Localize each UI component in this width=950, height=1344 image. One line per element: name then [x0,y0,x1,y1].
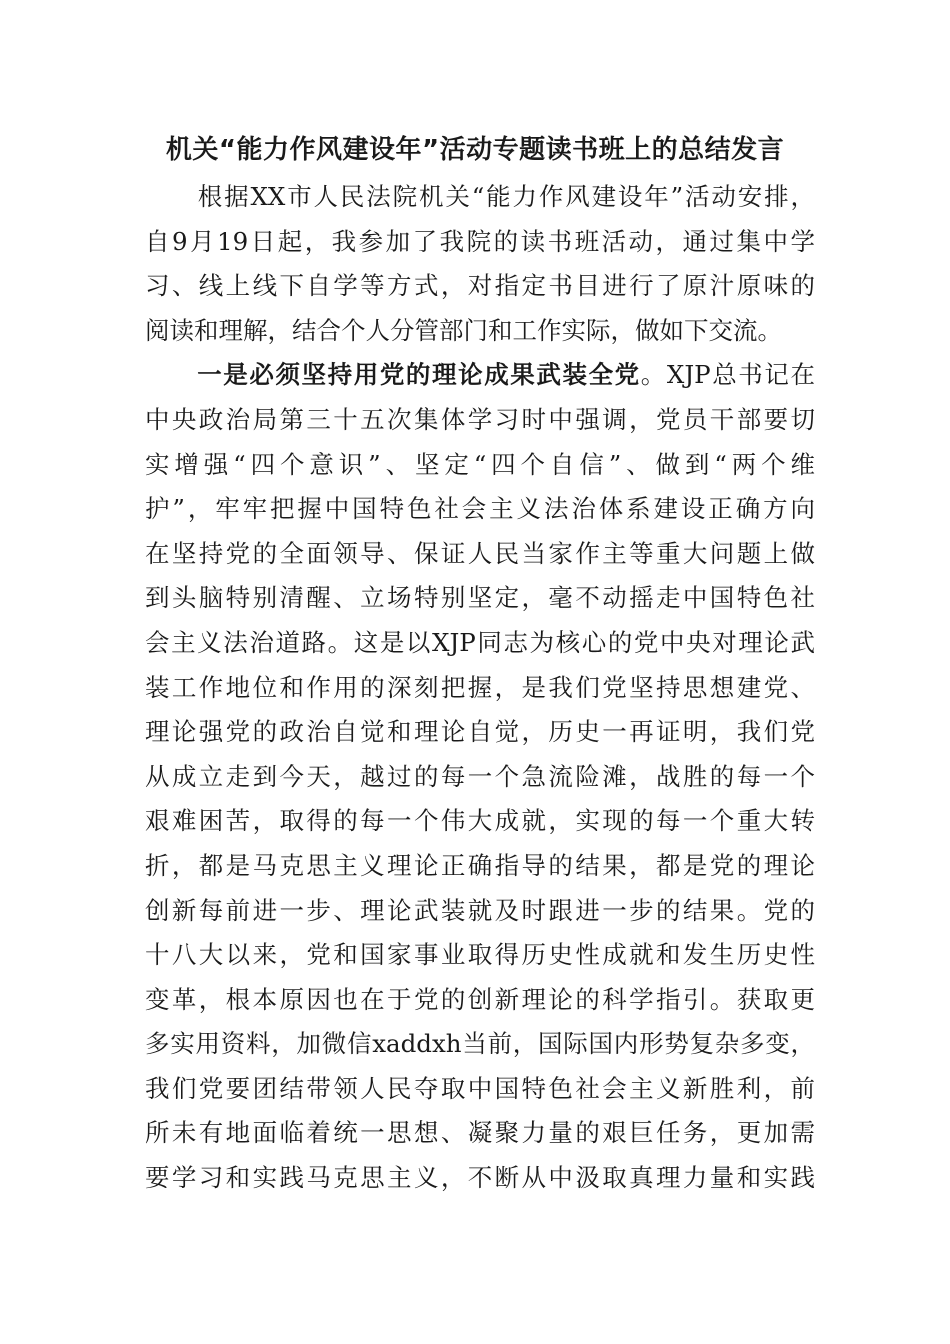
paragraph-2-line: 变革，根本原因也在于党的创新理论的科学指引。获取更 [145,984,815,1014]
paragraph-2-line: 装工作地位和作用的深刻把握，是我们党坚持思想建党、 [145,672,815,702]
paragraph-2-line: 所未有地面临着统一思想、凝聚力量的艰巨任务，更加需 [145,1118,815,1148]
paragraph-2-line: 十八大以来，党和国家事业取得历史性成就和发生历史性 [145,940,815,970]
paragraph-1-line: 根据XX市人民法院机关“能力作风建设年”活动安排， [145,182,815,211]
paragraph-2-line: 理论强党的政治自觉和理论自觉，历史一再证明，我们党 [145,717,815,747]
paragraph-2-line: 从成立走到今天，越过的每一个急流险滩，战胜的每一个 [145,761,815,791]
paragraph-2-line: 中央政治局第三十五次集体学习时中强调，党员干部要切 [145,404,815,434]
paragraph-2-first-line [145,353,815,398]
paragraph-2-line: 要学习和实践马克思主义，不断从中汲取真理力量和实践 [145,1163,815,1193]
paragraph-2-line: 创新每前进一步、理论武装就及时跟进一步的结果。党的 [145,895,815,925]
paragraph-2-lead: 一是必须坚持用党的理论成果武装全党 [197,360,641,390]
document-title: 机关“能力作风建设年”活动专题读书班上的总结发言 [165,135,785,165]
paragraph-1-line: 自9月19日起，我参加了我院的读书班活动，通过集中学 [145,226,815,256]
paragraph-2-line: 实增强“四个意识”、坚定“四个自信”、做到“两个维 [145,449,815,479]
paragraph-2-indent [145,360,197,389]
paragraph-2-line: 多实用资料，加微信xaddxh当前，国际国内形势复杂多变， [145,1029,815,1059]
paragraph-2-line: 艰难困苦，取得的每一个伟大成就，实现的每一个重大转 [145,806,815,836]
paragraph-2-line: 到头脑特别清醒、立场特别坚定，毫不动摇走中国特色社 [145,583,815,613]
paragraph-2-line: 会主义法治道路。这是以XJP同志为核心的党中央对理论武 [145,627,815,657]
paragraph-1-line: 阅读和理解，结合个人分管部门和工作实际，做如下交流。 [145,315,782,345]
paragraph-2-line: 折，都是马克思主义理论正确指导的结果，都是党的理论 [145,850,815,880]
paragraph-1-line: 习、线上线下自学等方式，对指定书目进行了原汁原味的 [145,271,815,301]
paragraph-2-line: 在坚持党的全面领导、保证人民当家作主等重大问题上做 [145,538,815,568]
paragraph-2-line: 我们党要团结带领人民夺取中国特色社会主义新胜利，前 [145,1073,815,1103]
document-body [145,175,815,1201]
paragraph-2-first-line-rest: 。XJP总书记在 [640,360,815,390]
paragraph-2-line: 护”，牢牢把握中国特色社会主义法治体系建设正确方向 [145,494,815,524]
